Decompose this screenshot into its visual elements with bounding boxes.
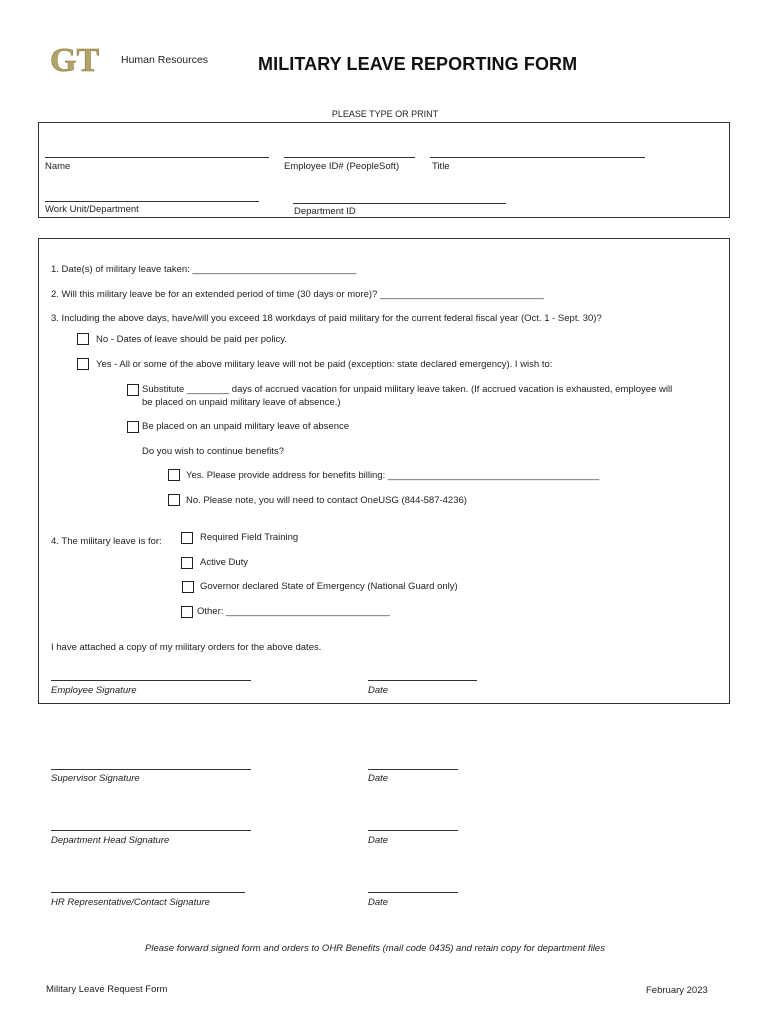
benefits-no-label: No. Please note, you will need to contact OneUSG (844-587-4236) bbox=[186, 495, 467, 506]
department-id-field[interactable] bbox=[293, 203, 506, 204]
supervisor-signature-label: Supervisor Signature bbox=[51, 773, 140, 784]
work-unit-field[interactable] bbox=[45, 201, 259, 202]
footer-form-name: Military Leave Request Form bbox=[46, 984, 168, 995]
benefits-yes-checkbox[interactable] bbox=[168, 469, 180, 481]
title-label: Title bbox=[432, 161, 450, 172]
state-emergency-checkbox[interactable] bbox=[182, 581, 194, 593]
hr-rep-signature-label: HR Representative/Contact Signature bbox=[51, 897, 210, 908]
question-1: 1. Date(s) of military leave taken: _______________________________ bbox=[51, 264, 357, 275]
gt-logo bbox=[50, 42, 106, 78]
substitute-checkbox[interactable] bbox=[127, 384, 139, 396]
orders-attached-statement: I have attached a copy of my military orders for the above dates. bbox=[51, 642, 322, 653]
employee-id-field[interactable] bbox=[284, 157, 415, 158]
forward-instruction: Please forward signed form and orders to OHR Benefits (mail code 0435) and retain copy for department files bbox=[145, 943, 605, 954]
work-unit-label: Work Unit/Department bbox=[45, 204, 139, 215]
active-duty-label: Active Duty bbox=[200, 557, 249, 568]
unpaid-checkbox[interactable] bbox=[127, 421, 139, 433]
q3-yes-checkbox[interactable] bbox=[77, 358, 89, 370]
substitute-label-cont: be placed on unpaid military leave of absence.) bbox=[142, 397, 341, 408]
department-head-signature-field[interactable] bbox=[51, 830, 251, 831]
benefits-question: Do you wish to continue benefits? bbox=[142, 446, 285, 457]
q3-yes-label: Yes - All or some of the above military leave will not be paid (exception: state declared emergency). I wish to: bbox=[96, 359, 553, 370]
name-field[interactable] bbox=[45, 157, 269, 158]
other-label: Other: _______________________________ bbox=[197, 606, 390, 617]
employee-signature-field[interactable] bbox=[51, 680, 251, 681]
substitute-label: Substitute ________ days of accrued vacation for unpaid military leave taken. (If accrued vacation is exhausted, employee will bbox=[142, 384, 673, 395]
logo-text: GT bbox=[50, 42, 100, 78]
question-2: 2. Will this military leave be for an extended period of time (30 days or more)? _______________________________ bbox=[51, 289, 544, 300]
department-head-date-field[interactable] bbox=[368, 830, 458, 831]
name-label: Name bbox=[45, 161, 71, 172]
department-head-signature-label: Department Head Signature bbox=[51, 835, 170, 846]
field-training-label: Required Field Training bbox=[200, 532, 299, 543]
other-checkbox[interactable] bbox=[181, 606, 193, 618]
supervisor-signature-field[interactable] bbox=[51, 769, 251, 770]
title-field[interactable] bbox=[430, 157, 645, 158]
q3-no-label: No - Dates of leave should be paid per policy. bbox=[96, 334, 287, 345]
footer-date: February 2023 bbox=[646, 985, 708, 996]
hr-rep-date-label: Date bbox=[368, 897, 389, 908]
unpaid-label: Be placed on an unpaid military leave of absence bbox=[142, 421, 350, 432]
question-4: 4. The military leave is for: bbox=[51, 536, 162, 547]
question-3: 3. Including the above days, have/will you exceed 18 workdays of paid military for the current federal fiscal year (Oct. 1 - Sept. 30)? bbox=[51, 313, 602, 324]
employee-id-label: Employee ID# (PeopleSoft) bbox=[284, 161, 400, 172]
hr-rep-signature-field[interactable] bbox=[51, 892, 245, 893]
field-training-checkbox[interactable] bbox=[181, 532, 193, 544]
department-id-label: Department ID bbox=[294, 206, 356, 217]
active-duty-checkbox[interactable] bbox=[181, 557, 193, 569]
department-name: Human Resources bbox=[121, 54, 208, 66]
benefits-no-checkbox[interactable] bbox=[168, 494, 180, 506]
print-instruction: PLEASE TYPE OR PRINT bbox=[331, 109, 439, 119]
employee-signature-label: Employee Signature bbox=[51, 685, 137, 696]
employee-date-field[interactable] bbox=[368, 680, 477, 681]
department-head-date-label: Date bbox=[368, 835, 389, 846]
page-title: MILITARY LEAVE REPORTING FORM bbox=[258, 54, 578, 74]
employee-date-label: Date bbox=[368, 685, 389, 696]
hr-rep-date-field[interactable] bbox=[368, 892, 458, 893]
benefits-yes-label: Yes. Please provide address for benefits billing: ________________________________________ bbox=[186, 470, 600, 481]
q3-no-checkbox[interactable] bbox=[77, 333, 89, 345]
state-emergency-label: Governor declared State of Emergency (National Guard only) bbox=[200, 581, 458, 592]
supervisor-date-field[interactable] bbox=[368, 769, 458, 770]
supervisor-date-label: Date bbox=[368, 773, 389, 784]
